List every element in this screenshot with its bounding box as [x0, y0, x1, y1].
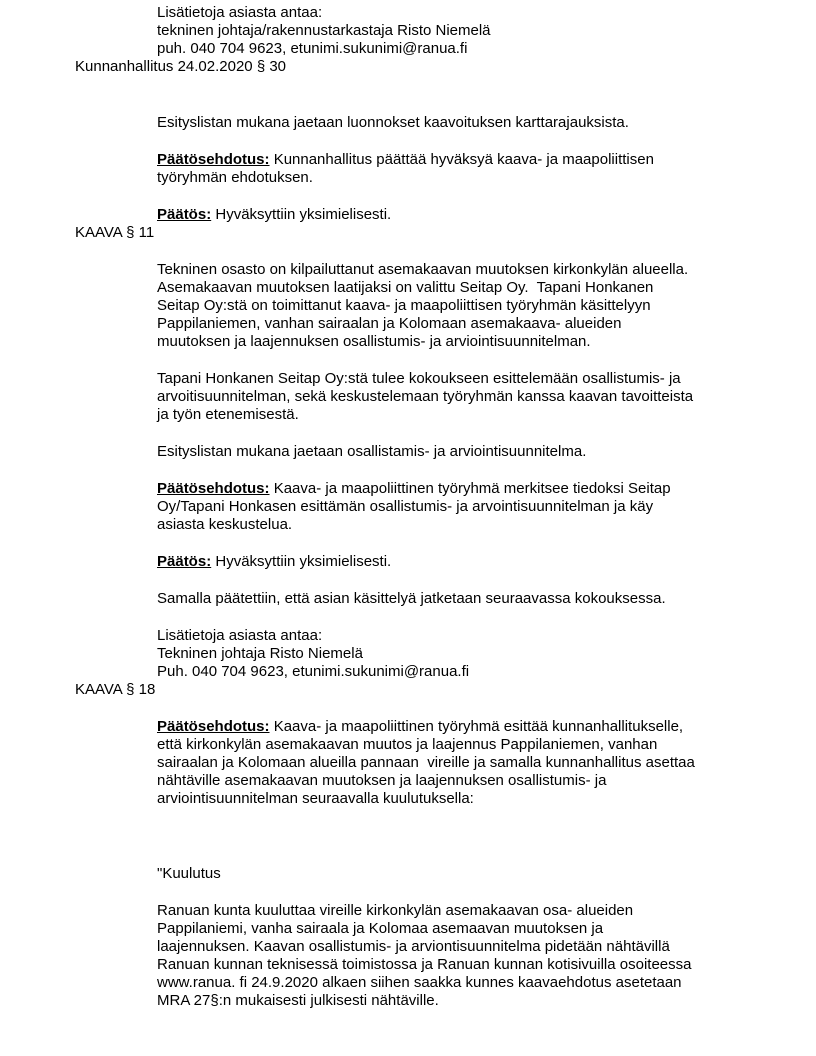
- text-line: tekninen johtaja/rakennustarkastaja Risto Niemelä: [157, 22, 491, 39]
- text-line: [157, 206, 816, 224]
- line-text: Kaava- ja maapoliittinen työryhmä esittää kunnanhallitukselle,: [273, 718, 684, 735]
- text-line: KAAVA § 11: [75, 224, 155, 241]
- text-line: arviointisuunnitelman seuraavalla kuulutuksella:: [157, 790, 474, 807]
- text-line: Tapani Honkanen Seitap Oy:stä tulee kokoukseen esittelemään osallistumis- ja: [157, 370, 681, 387]
- paragraph-tapani-honkanen: [157, 370, 816, 424]
- paragraph-esityslista-suunnitelma: [157, 443, 816, 461]
- text-line: Puh. 040 704 9623, etunimi.sukunimi@ranua.fi: [157, 663, 470, 680]
- text-line: Oy/Tapani Honkasen esittämän osallistumis- ja arvointisuunnitelman ja käy: [157, 498, 654, 515]
- line-text: Hyväksyttiin yksimielisesti.: [215, 206, 392, 223]
- text-line: Ranuan kunnan teknisessä toimistossa ja Ranuan kunnan kotisivuilla osoiteessa: [157, 956, 692, 973]
- text-line: Esityslistan mukana jaetaan luonnokset kaavoituksen karttarajauksista.: [157, 114, 629, 131]
- section-heading-kaava-18: [75, 681, 816, 699]
- decision-proposal-block: [157, 151, 816, 187]
- paragraph-tekninen-osasto: [157, 261, 816, 351]
- contact-info-block: [157, 627, 816, 681]
- text-line: sairaalan ja Kolomaan alueilla pannaan vireille ja samalla kunnanhallitus asettaa: [157, 754, 695, 771]
- text-line: [157, 151, 816, 169]
- text-line: [157, 553, 816, 571]
- paragraph-kuulutus-heading: [157, 865, 816, 883]
- text-line: Tekninen johtaja Risto Niemelä: [157, 645, 363, 662]
- text-line: Ranuan kunta kuuluttaa vireille kirkonkylän asemakaavan osa- alueiden: [157, 902, 634, 919]
- decision-block: [157, 553, 816, 571]
- line-text: Kunnanhallitus päättää hyväksyä kaava- ja maapoliittisen: [273, 151, 654, 168]
- text-line: [157, 480, 816, 498]
- decision-label: Päätösehdotus:: [157, 718, 270, 735]
- decision-label: Päätösehdotus:: [157, 151, 270, 168]
- text-line: Esityslistan mukana jaetaan osallistamis- ja arviointisuunnitelma.: [157, 443, 587, 460]
- paragraph-esityslista-luonnokset: [157, 114, 816, 132]
- text-line: [157, 718, 816, 736]
- text-line: Asemakaavan muutoksen laatijaksi on valittu Seitap Oy. Tapani Honkanen: [157, 279, 654, 296]
- text-line: Tekninen osasto on kilpailuttanut asemakaavan muutoksen kirkonkylän alueella.: [157, 261, 689, 278]
- decision-proposal-block: [157, 718, 816, 808]
- text-line: nähtäville asemakaavan muutoksen ja laajennuksen osallistumis- ja: [157, 772, 607, 789]
- text-line: puh. 040 704 9623, etunimi.sukunimi@ranua.fi: [157, 40, 468, 57]
- decision-label: Päätös:: [157, 553, 212, 570]
- text-line: asiasta keskustelua.: [157, 516, 293, 533]
- text-line: että kirkonkylän asemakaavan muutos ja laajennus Pappilaniemen, vanhan: [157, 736, 658, 753]
- text-line: laajennuksen. Kaavan osallistumis- ja arviontisuunnitelma pidetään nähtävillä: [157, 938, 670, 955]
- section-heading-kaava-11: [75, 224, 816, 242]
- contact-info-block: [157, 4, 816, 58]
- paragraph-samalla-paatettiin: [157, 590, 816, 608]
- decision-label: Päätös:: [157, 206, 212, 223]
- text-line: Pappilaniemi, vanha sairaala ja Kolomaa asemaavan muutoksen ja: [157, 920, 604, 937]
- text-line: Lisätietoja asiasta antaa:: [157, 4, 323, 21]
- text-line: MRA 27§:n mukaisesti julkisesti nähtäville.: [157, 992, 439, 1009]
- text-line: työryhmän ehdotuksen.: [157, 169, 313, 186]
- text-line: Seitap Oy:stä on toimittanut kaava- ja maapoliittisen työryhmän käsittelyyn: [157, 297, 651, 314]
- line-text: Kaava- ja maapoliittinen työryhmä merkitsee tiedoksi Seitap: [273, 480, 671, 497]
- text-line: KAAVA § 18: [75, 681, 156, 698]
- decision-label: Päätösehdotus:: [157, 480, 270, 497]
- decision-block: [157, 206, 816, 224]
- text-line: Pappilaniemen, vanhan sairaalan ja Kolomaan asemakaava- alueiden: [157, 315, 622, 332]
- paragraph-kuulutus-body: [157, 902, 816, 1010]
- text-line: www.ranua. fi 24.9.2020 alkaen siihen saakka kunnes kaavaehdotus asetetaan: [157, 974, 682, 991]
- text-line: muutoksen ja laajennuksen osallistumis- ja arviointisuunnitelman.: [157, 333, 591, 350]
- text-line: arvoitisuunnitelman, sekä keskustelemaan työryhmän kanssa kaavan tavoitteista: [157, 388, 694, 405]
- text-line: Samalla päätettiin, että asian käsittelyä jatketaan seuraavassa kokouksessa.: [157, 590, 666, 607]
- text-line: Lisätietoja asiasta antaa:: [157, 627, 323, 644]
- text-line: "Kuulutus: [157, 865, 221, 882]
- decision-proposal-block: [157, 480, 816, 534]
- text-line: ja työn etenemisestä.: [157, 406, 299, 423]
- text-line: Kunnanhallitus 24.02.2020 § 30: [75, 58, 287, 75]
- line-text: Hyväksyttiin yksimielisesti.: [215, 553, 392, 570]
- section-heading-kunnanhallitus: [75, 58, 816, 76]
